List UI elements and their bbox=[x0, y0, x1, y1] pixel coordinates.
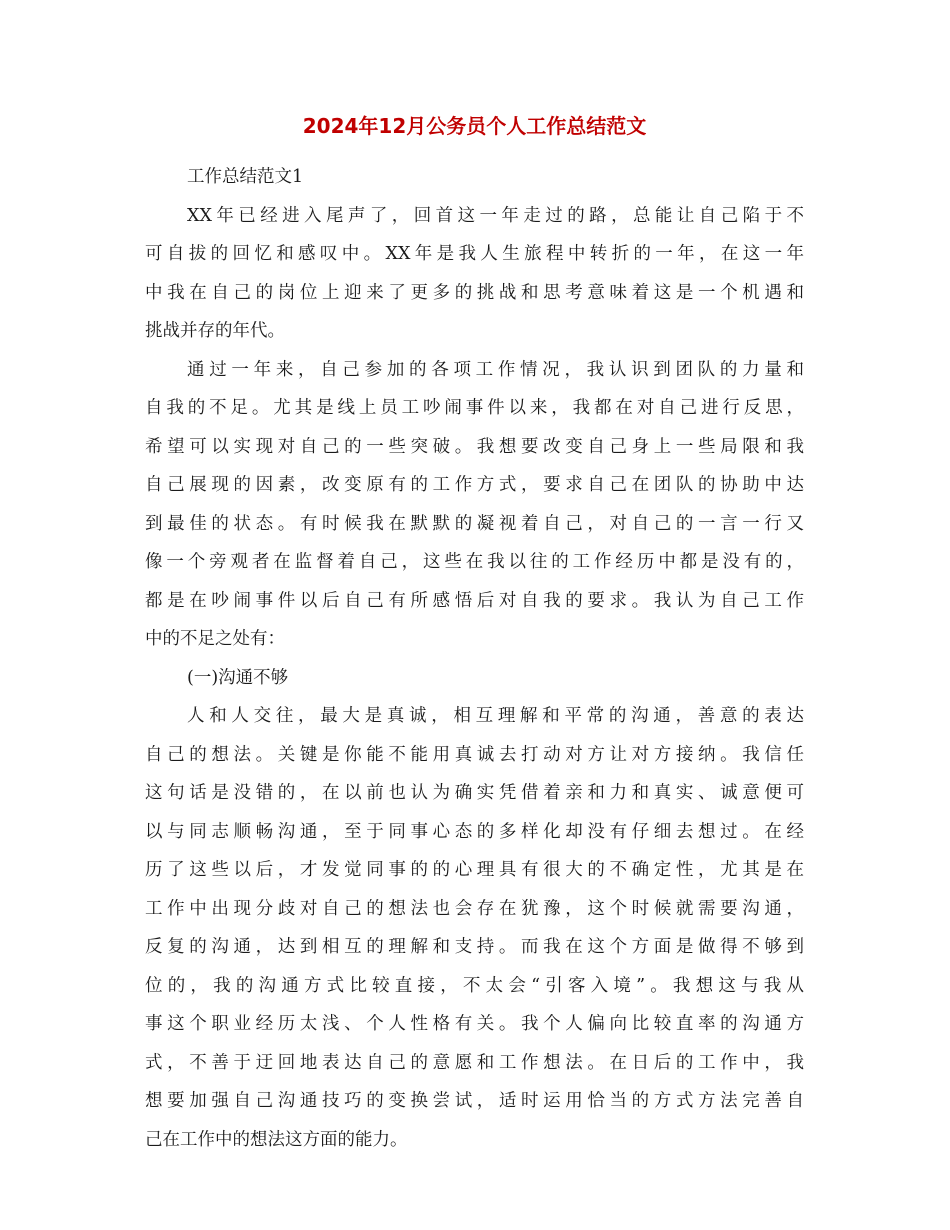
paragraph-line: 自己展现的因素，改变原有的工作方式，要求自己在团队的协助中达 bbox=[145, 475, 804, 495]
paragraph-line: 到最佳的状态。有时候我在默默的凝视着自己，对自己的一言一行又 bbox=[145, 513, 804, 534]
paragraph-3 bbox=[145, 697, 804, 1159]
paragraph-line: 通过一年来，自己参加的各项工作情况，我认识到团队的力量和 bbox=[187, 359, 804, 380]
paragraph-line: 都是在吵闹事件以后自己有所感悟后对自我的要求。我认为自己工作 bbox=[145, 590, 804, 611]
paragraph-2 bbox=[145, 351, 804, 659]
paragraph-line: 中我在自己的岗位上迎来了更多的挑战和思考意味着这是一个机遇和 bbox=[145, 282, 804, 303]
paragraph-line: 人和人交往，最大是真诚，相互理解和平常的沟通，善意的表达 bbox=[187, 706, 804, 726]
section-heading: 工作总结范文1 bbox=[187, 167, 304, 187]
paragraph-line: 想要加强自己沟通技巧的变换尝试，适时运用恰当的方式方法完善自 bbox=[145, 1091, 804, 1111]
paragraph-line: 位的，我的沟通方式比较直接，不太会“引客入境”。我想这与我从 bbox=[145, 975, 804, 996]
paragraph-line: 反复的沟通，达到相互的理解和支持。而我在这个方面是做得不够到 bbox=[145, 937, 804, 957]
paragraph-line: XX年已经进入尾声了，回首这一年走过的路，总能让自己陷于不 bbox=[187, 205, 804, 226]
paragraph-line: 中的不足之处有： bbox=[145, 629, 285, 649]
paragraph-line: 历了这些以后，才发觉同事的的心理具有很大的不确定性，尤其是在 bbox=[145, 860, 804, 880]
document-title: 2024年12月公务员个人工作总结范文 bbox=[302, 114, 647, 138]
paragraph-line: 自己的想法。关键是你能不能用真诚去打动对方让对方接纳。我信任 bbox=[145, 744, 804, 765]
paragraph-line: 希望可以实现对自己的一些突破。我想要改变自己身上一些局限和我 bbox=[145, 436, 804, 457]
paragraph-line: 以与同志顺畅沟通，至于同事心态的多样化却没有仔细去想过。在经 bbox=[145, 821, 804, 842]
subheading: (一)沟通不够 bbox=[187, 667, 289, 688]
paragraph-line: 像一个旁观者在监督着自己，这些在我以往的工作经历中都是没有的， bbox=[145, 552, 804, 572]
paragraph-line: 可自拔的回忆和感叹中。XX年是我人生旅程中转折的一年，在这一年 bbox=[145, 244, 804, 264]
paragraph-1 bbox=[145, 197, 804, 351]
paragraph-line: 式，不善于迂回地表达自己的意愿和工作想法。在日后的工作中，我 bbox=[145, 1052, 804, 1073]
paragraph-line: 挑战并存的年代。 bbox=[145, 321, 285, 341]
paragraph-line: 己在工作中的想法这方面的能力。 bbox=[145, 1129, 408, 1150]
paragraph-line: 事这个职业经历太浅、个人性格有关。我个人偏向比较直率的沟通方 bbox=[145, 1014, 804, 1034]
paragraph-line: 工作中出现分歧对自己的想法也会存在犹豫，这个时候就需要沟通， bbox=[145, 898, 804, 919]
paragraph-line: 这句话是没错的，在以前也认为确实凭借着亲和力和真实、诚意便可 bbox=[145, 783, 804, 803]
paragraph-line: 自我的不足。尤其是线上员工吵闹事件以来，我都在对自己进行反思， bbox=[145, 398, 804, 418]
